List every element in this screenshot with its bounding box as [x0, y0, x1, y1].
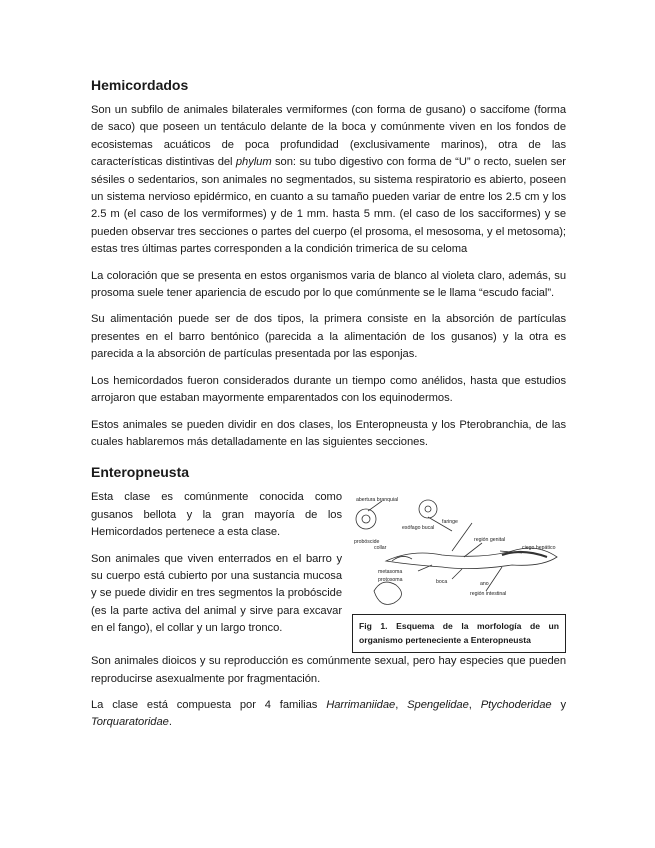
paragraph-feeding: Su alimentación puede ser de dos tipos, la primera consiste en la absorción de partículas presentes en el barro bentónico (parecida a la alimentación de los gusanos) y la otra es parecida a la absorción de partículas presentada por las esponjas.	[91, 313, 566, 361]
text-run: son: su tubo digestivo con forma de “U” o recto, suelen ser sésiles o sedentarios, son animales no segmentados, su sistema respiratorio es abierto, poseen un sistema nervioso epidérmico, en cuanto a su tamaño pueden variar de entre los 2.5 cm y los 2.5 m (el caso de los vermiformes) y de 1 mm. hasta 5 mm. (el caso de los sacciformes) y se pueden observar tres secciones o partes del cuerpo (el prosoma, el mesosoma, y el metosoma); estas tres últimas partes corresponden a la condición trimerica de su celoma	[91, 156, 566, 256]
document-body	[91, 76, 566, 741]
paragraph-classes: Estos animales se pueden dividir en dos clases, los Enteropneusta y los Pterobranchia, de las cuales hablaremos más detalladamente en las siguientes secciones.	[91, 418, 566, 448]
section-title-hemicordados: Hemicordados	[91, 77, 189, 93]
paragraph-families	[91, 697, 566, 732]
italic-term: phylum	[235, 156, 272, 169]
paragraph-coloration: La coloración que se presenta en estos organismos varia de blanco al violeta claro, además, su prosoma suele tener apariencia de escudo por lo que comúnmente se le llama “escudo facial”.	[91, 269, 566, 300]
family-name: Harrimaniidae	[326, 698, 396, 711]
separator: ,	[395, 698, 408, 711]
diagram-label: ciego hepático	[522, 545, 556, 552]
diagram-label: boca	[436, 579, 448, 586]
text-run: .	[168, 716, 172, 729]
family-name: Ptychoderidae	[480, 698, 552, 711]
paragraph-reproduction: Son animales dioicos y su reproducción es comúnmente sexual, pero hay especies que pueden reproducirse asexualmente por fragmentación.	[91, 655, 566, 685]
diagram-label: esófago bucal	[402, 525, 435, 532]
paragraph-classification-history: Los hemicordados fueron considerados durante un tiempo como anélidos, hasta que estudios arrojaron que estaban mayormente emparentados con los equinodermos.	[91, 374, 566, 405]
diagram-label: protosoma	[378, 577, 403, 584]
proboscis-shape	[374, 582, 402, 604]
text-figure-row	[91, 489, 566, 653]
paragraph-hemicordados-definition	[91, 102, 566, 259]
diagram-label: abertura branquial	[356, 497, 399, 504]
family-name: Torquaratoridae	[91, 716, 169, 729]
family-name: Spengelidae	[407, 698, 469, 711]
cross-section-1	[356, 509, 376, 529]
diagram-label: región genital	[474, 537, 506, 544]
paragraph-common-name: Esta clase es comúnmente conocida como gusanos bellota y la gran mayoría de los Hemicordados pertenece a esta clase.	[91, 491, 342, 539]
diagram-label: metasoma	[378, 569, 403, 576]
cross-section-2	[419, 500, 437, 518]
left-column	[91, 489, 342, 646]
diagram-label: collar	[374, 545, 387, 552]
diagram-label: faringe	[442, 519, 458, 526]
diagram-label: probóscide	[354, 539, 380, 546]
separator: ,	[468, 698, 481, 711]
paragraph-habitat: Son animales que viven enterrados en el barro y su cuerpo está cubierto por una sustancia mucosa y se puede dividir en tres segmentos la probóscide (es la parte activa del animal y sirve para excavar en el fango), el collar y un largo tronco.	[91, 552, 342, 635]
text-run: Son un subfilo de animales bilaterales vermiformes (con forma de gusano) o saccifome (forma de saco) que poseen un tentáculo delante de la boca y comúnmente viven en los fondos de ecosistemas acuáticos de poca profundidad (exclusivamente marinos), otra de las características distintivas del	[91, 104, 566, 169]
figure-caption: Fig 1. Esquema de la morfología de un organismo perteneciente a Enteropneusta	[352, 614, 566, 653]
text-run: La clase está compuesta por 4 familias	[91, 698, 327, 711]
diagram-label: ano	[480, 581, 489, 588]
section-title-enteropneusta: Enteropneusta	[91, 464, 190, 481]
separator: y	[551, 698, 566, 711]
morphology-diagram	[352, 493, 566, 611]
figure-enteropneusta	[352, 493, 566, 653]
diagram-label: región intestinal	[470, 591, 507, 598]
